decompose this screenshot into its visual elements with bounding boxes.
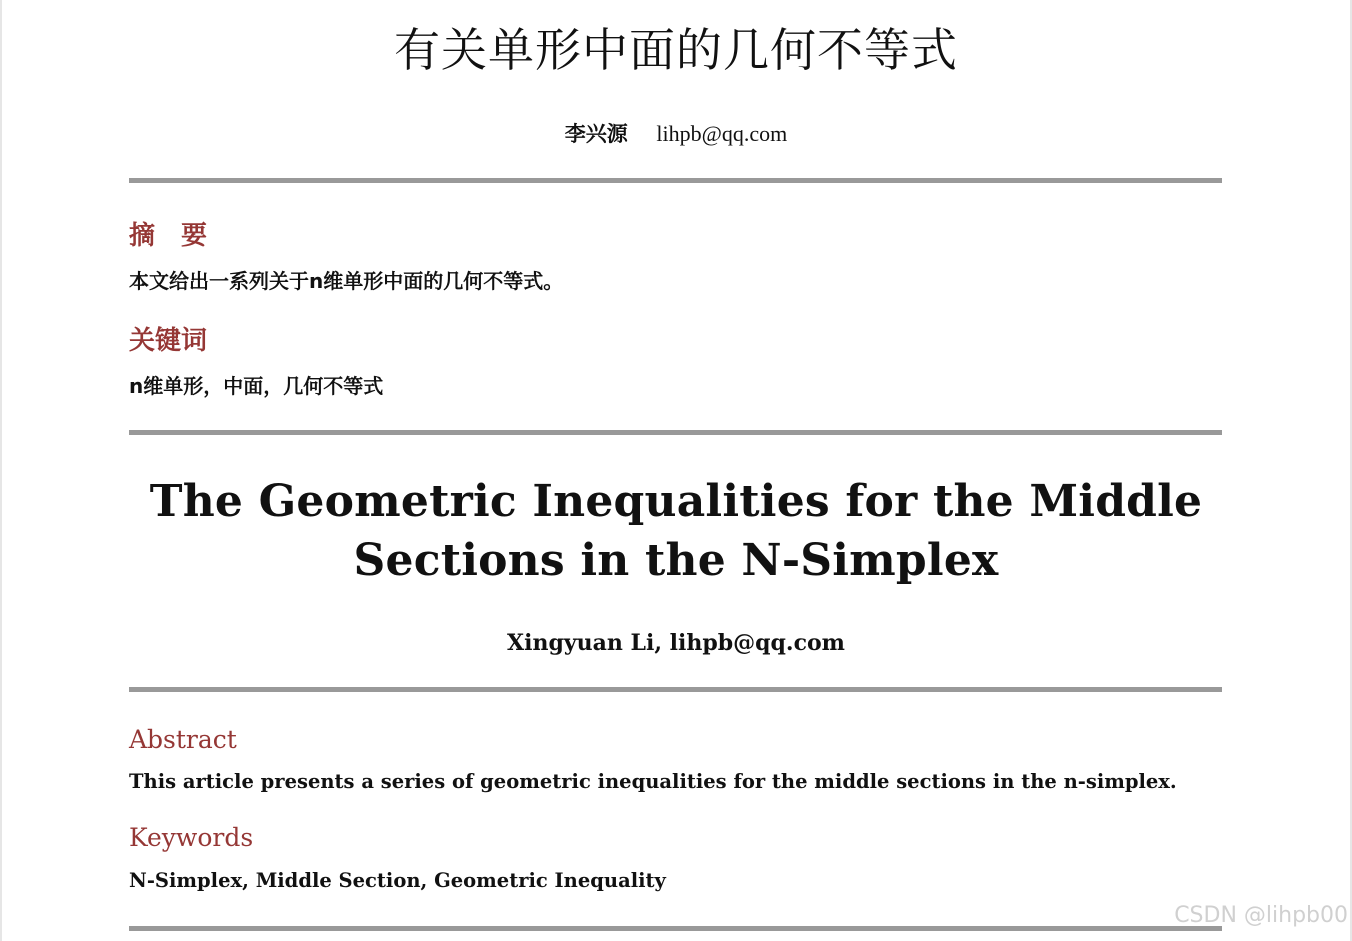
chinese-author-name: 李兴源	[564, 122, 628, 146]
english-keywords-heading: Keywords	[129, 823, 254, 852]
divider-rule	[129, 178, 1222, 183]
divider-rule	[129, 687, 1222, 692]
chinese-keywords-text: n维单形，中面，几何不等式	[129, 374, 384, 398]
english-abstract-text: This article presents a series of geometric inequalities for the middle sections in the n-simplex.	[129, 770, 1177, 793]
chinese-abstract-heading: 摘 要	[129, 221, 208, 251]
chinese-author-line	[0, 118, 1352, 148]
chinese-keywords-heading: 关键词	[129, 326, 208, 356]
chinese-author-email: lihpb@qq.com	[656, 121, 788, 146]
chinese-title: 有关单形中面的几何不等式	[394, 23, 958, 77]
english-title-line-1: The Geometric Inequalities for the Middle	[149, 476, 1203, 527]
english-abstract-heading: Abstract	[129, 725, 237, 754]
english-authors: Xingyuan Li, lihpb@qq.com	[507, 630, 845, 656]
english-title	[0, 472, 1352, 590]
english-title-line-2: Sections in the N-Simplex	[353, 535, 999, 586]
chinese-abstract-text: 本文给出一系列关于n维单形中面的几何不等式。	[129, 269, 564, 293]
divider-rule	[129, 430, 1222, 435]
divider-rule	[129, 926, 1222, 931]
english-keywords-text: N-Simplex, Middle Section, Geometric Inequality	[129, 869, 666, 892]
watermark: CSDN @lihpb00	[1174, 903, 1348, 928]
